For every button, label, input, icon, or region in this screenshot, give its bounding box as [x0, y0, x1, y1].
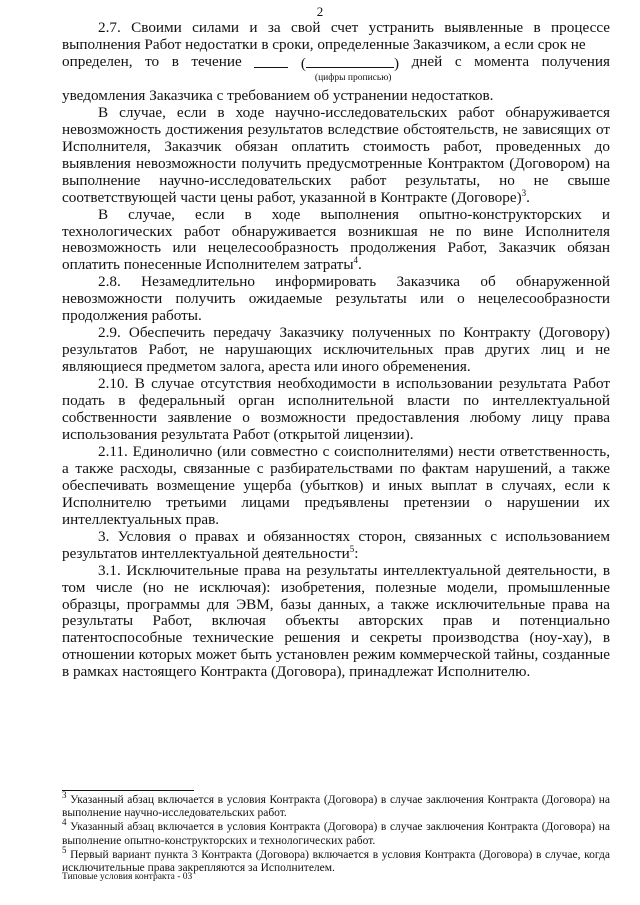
footnote-ref-5: 5: [349, 543, 355, 554]
clause-2-10: 2.10. В случае отсутствия необходимости в использовании результата Работ подать в федеральный орган исполнительной власти по интеллектуальной собственности заявление о возможности предоставления любому лицу права использования результата Работ (открытой лицензии).: [62, 375, 610, 443]
clause-2-7-end: уведомления Заказчика с требованием об устранении недостатков.: [62, 86, 494, 104]
clause-2-8: 2.8. Незамедлительно информировать Заказчика об обнаруженной невозможности получить ожидаемые результаты или о нецелесообразности продолжения работы.: [62, 273, 610, 325]
page-number: 2: [316, 4, 324, 19]
clause-2-7: 2.7. Своими силами и за свой счет устранить выявленные в процессе выполнения Работ недостатки в сроки, определенные Заказчиком, а если срок не: [62, 19, 610, 53]
footnote-5: $^5$ Первый вариант пункта 3 Контракта (Договора) включается в условия Контракта (Договора) в случае, когда исключительные права закрепляются за Исполнителем.: [62, 844, 610, 875]
footnote-ref-4: 4: [353, 255, 359, 266]
clause-2-9: 2.9. Обеспечить передачу Заказчику полученных по Контракту (Договору) результатов Работ, не нарушающих исключительных прав других лиц и не являющиеся предметом залога, ареста или иного обременения.: [62, 324, 610, 376]
footnote-divider: [62, 790, 194, 791]
days-words-blank: ( ) (цифры прописью): [301, 54, 399, 73]
footnote-4: $^4$ Указанный абзац включается в условия Контракта (Договора) в случае заключения Контракта (Договора) на выполнение опытно-конструкторских и технологических работ.: [62, 817, 610, 847]
document-body: [62, 20, 610, 681]
clause-2-11: 2.11. Единолично (или совместно с соисполнителями) нести ответственность, а также расходы, связанные с разбирательствами по фактам нарушений, а также обеспечивать возмещение ущерба (убытков) и иных выплат в случаях, если к Исполнителю третьими лицами предъявлены претензии о нарушении их интеллектуальных прав.: [62, 442, 610, 528]
design-paragraph: В случае, если в ходе выполнения опытно-конструкторских и технологических работ обнаруживается возникшая не по вине Исполнителя невозможность или нецелесообразность продолжения Работ, Заказчик обязан оплатить понесенные Исполнителем затраты$^4$.: [62, 205, 610, 274]
clause-3-1: 3.1. Исключительные права на результаты интеллектуальной деятельности, в том числе (но не исключая): изобретения, полезные модели, промышленные образцы, программы для ЭВМ, базы данных, а также исключительные права на результаты Работ, включая объекты авторских прав и потенциально патентоспособные технические решения и секреты производства (ноу-хау), в отношении которых может быть установлен режим коммерческой тайны, созданные в рамках настоящего Контракта (Договора), принадлежат Исполнителю.: [62, 561, 610, 681]
footnote-ref-3: 3: [521, 187, 527, 198]
page-footer: Типовые условия контракта - 03: [62, 872, 193, 882]
research-paragraph: В случае, если в ходе научно-исследовательских работ обнаруживается невозможность достижения результатов вследствие обстоятельств, не зависящих от Исполнителя, Заказчик обязан оплатить стоимость работ, проведенных до выявления невозможности получить предусмотренные Контрактом (Договором) на выполнение научно-исследовательских работ результаты, но не свыше соответствующей части цены работ, указанной в Контракте (Договоре)$^3$.: [62, 103, 610, 206]
section-3-heading: 3. Условия о правах и обязанностях сторон, связанных с использованием результатов интеллектуальной деятельности$^5$:: [62, 527, 610, 562]
footnotes: [62, 790, 610, 876]
blank-hint: (цифры прописью): [314, 72, 392, 83]
footnote-3: $^3$ Указанный абзац включается в условия Контракта (Договора) в случае заключения Контракта (Договора) на выполнение научно-исследовательских работ.: [62, 790, 610, 820]
days-number-blank: [254, 54, 288, 68]
clause-2-7-blank-row: определен, то в течение ( ) (цифры прописью) дней с момента получения: [62, 54, 610, 88]
